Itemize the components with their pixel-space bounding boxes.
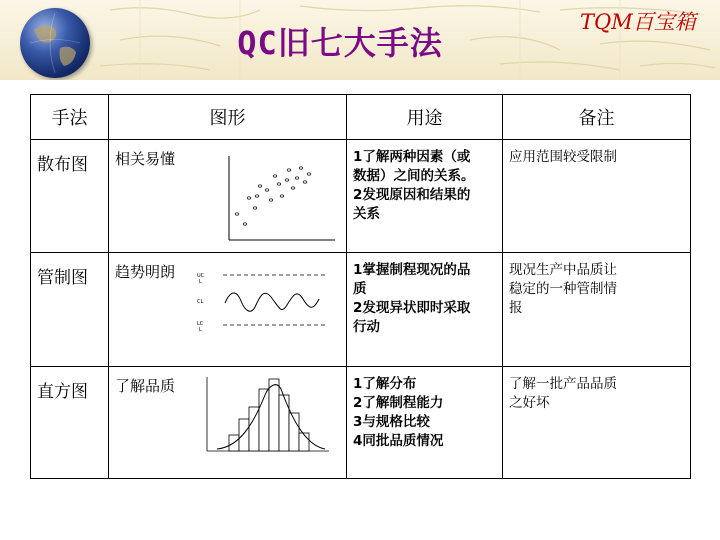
table-row	[31, 140, 691, 253]
globe-icon	[20, 8, 90, 78]
column-header-note: 备注	[503, 95, 691, 140]
method-cell: 直方图	[31, 367, 109, 479]
ucl-label-suffix: L	[199, 279, 202, 285]
use-line: 4同批品质情况	[353, 433, 444, 449]
use-line: 1掌握制程现况的品	[353, 262, 471, 278]
note-cell	[503, 367, 691, 479]
use-line: 1了解两种因素（或	[353, 149, 471, 165]
use-line: 数据）之间的关系。	[353, 168, 475, 184]
method-cell: 散布图	[31, 140, 109, 253]
note-line: 现况生产中品质让	[509, 262, 617, 278]
table-row	[31, 253, 691, 367]
note-line: 之好坏	[509, 395, 550, 411]
brand-logo-text: TQM百宝箱	[580, 10, 696, 34]
ucl-label: UC	[197, 273, 205, 279]
use-line: 2了解制程能力	[353, 395, 444, 411]
note-line: 报	[509, 300, 523, 316]
histogram-diagram	[203, 375, 333, 455]
use-line: 关系	[353, 206, 380, 222]
cl-label: CL	[197, 299, 204, 305]
note-line: 稳定的一种管制情	[509, 281, 617, 297]
lcl-label: LC	[197, 321, 204, 327]
note-line: 应用范围较受限制	[509, 149, 617, 165]
note-cell	[503, 253, 691, 367]
use-cell	[347, 367, 503, 479]
page-title: QC旧七大手法	[237, 24, 443, 62]
note-line: 了解一批产品品质	[509, 376, 617, 392]
column-header-use: 用途	[347, 95, 503, 140]
figure-cell	[109, 140, 347, 253]
use-cell	[347, 140, 503, 253]
figure-label: 相关易懂	[115, 150, 176, 168]
slide-header	[0, 0, 720, 80]
figure-cell	[109, 253, 347, 367]
method-cell: 管制图	[31, 253, 109, 367]
figure-label: 趋势明朗	[115, 263, 176, 281]
scatter-diagram	[227, 154, 337, 244]
use-cell	[347, 253, 503, 367]
table-row	[31, 367, 691, 479]
table-header-row	[31, 95, 691, 140]
control-chart-diagram	[195, 265, 345, 345]
column-header-figure: 图形	[109, 95, 347, 140]
use-line: 2发现异状即时采取	[353, 300, 471, 316]
use-line: 1了解分布	[353, 376, 417, 392]
use-line: 质	[353, 281, 367, 297]
use-line: 行动	[353, 319, 380, 335]
column-header-method: 手法	[31, 95, 109, 140]
note-cell	[503, 140, 691, 253]
figure-cell	[109, 367, 347, 479]
use-line: 2发现原因和结果的	[353, 187, 471, 203]
qc-methods-table	[30, 94, 691, 479]
use-line: 3与规格比较	[353, 414, 430, 430]
figure-label: 了解品质	[115, 377, 176, 395]
lcl-label-suffix: L	[199, 327, 202, 333]
